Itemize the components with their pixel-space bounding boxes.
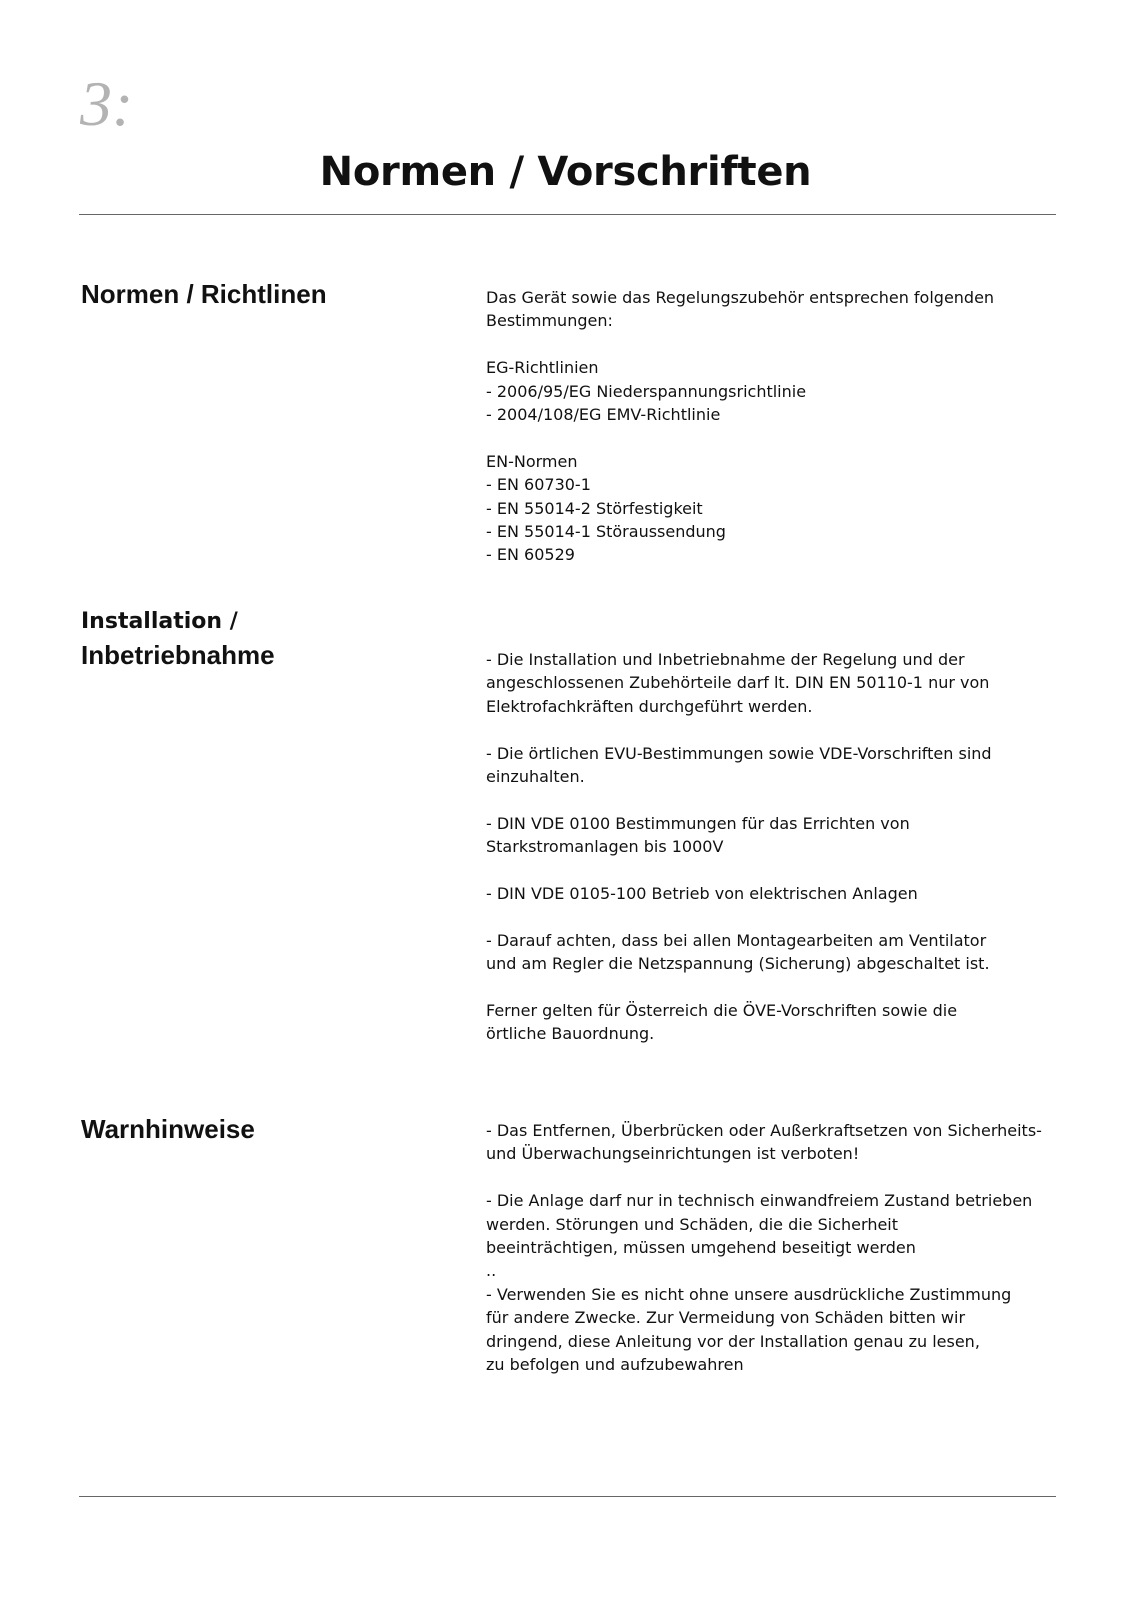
- section-body-installation: [486, 648, 1046, 1046]
- text-line: Bestimmungen:: [486, 311, 613, 331]
- text-line: und am Regler die Netzspannung (Sicherung) abgeschaltet ist.: [486, 954, 990, 974]
- header-divider: [79, 214, 1056, 215]
- list-item: - EN 60730-1: [486, 475, 591, 495]
- text-line: - Darauf achten, dass bei allen Montagearbeiten am Ventilator: [486, 930, 987, 950]
- section-heading-warnhinweise: Warnhinweise: [81, 1114, 255, 1144]
- text-line: und Überwachungseinrichtungen ist verboten!: [486, 1144, 860, 1164]
- section-body-normen: [486, 286, 1046, 567]
- text-line: für andere Zwecke. Zur Vermeidung von Schäden bitten wir: [486, 1308, 966, 1328]
- list-heading: EG-Richtlinien: [486, 358, 599, 378]
- section-heading-normen: Normen / Richtlinen: [81, 279, 327, 309]
- text-line: Starkstromanlagen bis 1000V: [486, 837, 724, 857]
- list-item: - EN 55014-1 Störaussendung: [486, 522, 726, 542]
- text-line: angeschlossenen Zubehörteile darf lt. DIN EN 50110-1 nur von: [486, 673, 990, 693]
- text-line: - DIN VDE 0100 Bestimmungen für das Errichten von: [486, 813, 910, 833]
- list-heading: EN-Normen: [486, 451, 578, 471]
- text-line: Das Gerät sowie das Regelungszubehör entsprechen folgenden: [486, 288, 995, 307]
- text-line: ..: [486, 1261, 497, 1281]
- text-line: örtliche Bauordnung.: [486, 1024, 655, 1044]
- list-item: - EN 55014-2 Störfestigkeit: [486, 498, 703, 518]
- text-line: - Die Installation und Inbetriebnahme der Regelung und der: [486, 650, 965, 669]
- text-line: zu befolgen und aufzubewahren: [486, 1355, 744, 1375]
- text-line: - Die Anlage darf nur in technisch einwandfreiem Zustand betrieben: [486, 1191, 1033, 1211]
- chapter-number: 3:: [80, 68, 134, 139]
- list-item: - EN 60529: [486, 545, 575, 565]
- text-line: - Verwenden Sie es nicht ohne unsere ausdrückliche Zustimmung: [486, 1284, 1012, 1304]
- footer-divider: [79, 1496, 1056, 1497]
- text-line: einzuhalten.: [486, 767, 585, 787]
- section-heading-installation: Installation /: [81, 609, 238, 634]
- text-line: - DIN VDE 0105-100 Betrieb von elektrischen Anlagen: [486, 884, 918, 904]
- text-line: werden. Störungen und Schäden, die die Sicherheit: [486, 1214, 899, 1234]
- section-heading-inbetriebnahme: Inbetriebnahme: [81, 640, 275, 670]
- section-body-warnhinweise: [486, 1119, 1046, 1376]
- text-line: dringend, diese Anleitung vor der Installation genau zu lesen,: [486, 1331, 980, 1351]
- list-item: - 2004/108/EG EMV-Richtlinie: [486, 405, 721, 425]
- text-line: - Das Entfernen, Überbrücken oder Außerkraftsetzen von Sicherheits-: [486, 1121, 1042, 1140]
- text-line: Ferner gelten für Österreich die ÖVE-Vorschriften sowie die: [486, 1001, 958, 1021]
- list-item: - 2006/95/EG Niederspannungsrichtlinie: [486, 381, 807, 401]
- text-line: - Die örtlichen EVU-Bestimmungen sowie VDE-Vorschriften sind: [486, 743, 992, 763]
- page-title: Normen / Vorschriften: [319, 149, 812, 195]
- text-line: beeinträchtigen, müssen umgehend beseitigt werden: [486, 1238, 916, 1258]
- text-line: Elektrofachkräften durchgeführt werden.: [486, 696, 813, 716]
